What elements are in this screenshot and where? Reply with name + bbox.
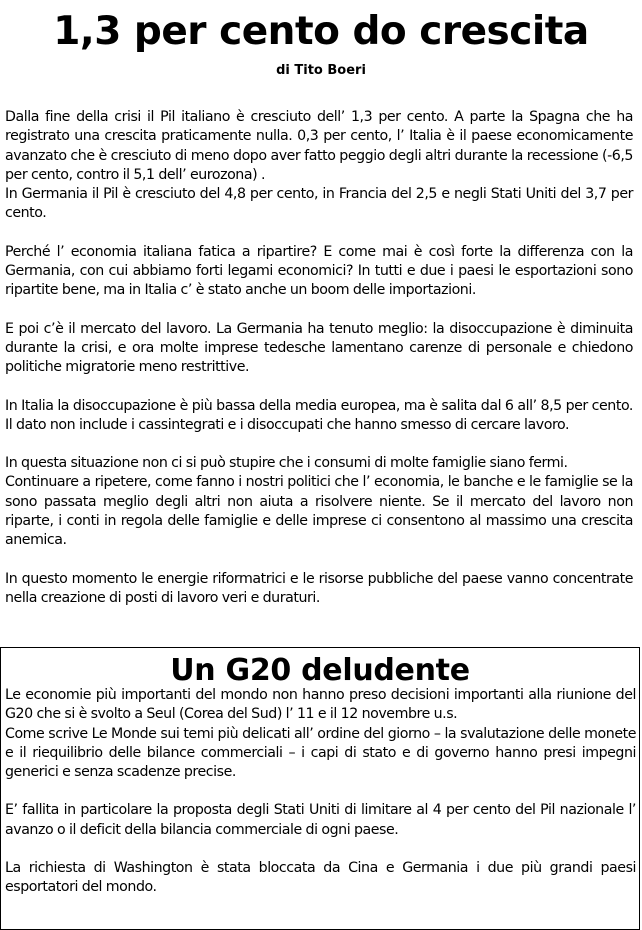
sidebar-body bbox=[5, 686, 636, 917]
sidebar-paragraph: E’ fallita in particolare la proposta degli Stati Uniti di limitare al 4 per cento del Pil nazionale l’ avanzo o il deficit della bilancia commerciale di ogni paese. bbox=[5, 802, 636, 838]
article-paragraph: E poi c’è il mercato del lavoro. La Germania ha tenuto meglio: la disoccupazione è diminuita durante la crisi, e ora molte imprese tedesche lamentano carenze di personale e chiedono politiche migratorie meno restrittive. bbox=[5, 320, 633, 376]
sidebar-paragraph: La richiesta di Washington è stata bloccata da Cina e Germania i due più grandi paesi esportatori del mondo. bbox=[5, 860, 636, 896]
article-title: 1,3 per cento do crescita bbox=[53, 9, 589, 54]
article-paragraph: Dalla fine della crisi il Pil italiano è cresciuto dell’ 1,3 per cento. A parte la Spagna che ha registrato una crescita praticamente nulla. 0,3 per cento, l’ Italia è il paese economicamente avanzato che è cresciuto di meno dopo aver fatto peggio degli altri durante la recessione (-6,5 per cento, contro il 5,1 dell’ eurozona) . In Germania il Pil è cresciuto del 4,8 per cento, in Francia del 2,5 e negli Stati Uniti del 3,7 per cento. bbox=[5, 109, 633, 222]
sidebar-box bbox=[0, 647, 640, 930]
article-paragraph: In questo momento le energie riformatrici e le risorse pubbliche del paese vanno concentrate nella creazione di posti di lavoro veri e duraturi. bbox=[5, 570, 633, 606]
author-byline: di Tito Boeri bbox=[276, 63, 366, 78]
article-paragraph: In questa situazione non ci si può stupire che i consumi di molte famiglie siano fermi. Continuare a ripetere, come fanno i nostri politici che l’ economia, le banche e le famiglie se la sono passata meglio degli altri non aiuta a risolvere niente. Se il mercato del lavoro non riparte, i conti in regola delle famiglie e delle imprese ci consentono al massimo una crescita anemica. bbox=[5, 455, 633, 549]
article-body bbox=[5, 108, 633, 627]
sidebar-paragraph: Le economie più importanti del mondo non hanno preso decisioni importanti alla riunione del G20 che si è svolto a Seul (Corea del Sud) l’ 11 e il 12 novembre u.s. Come scrive Le Monde sui temi più delicati all’ ordine del giorno – la svalutazione delle monete e il riequilibrio delle bilance commerciali – i capi di stato e di governo hanno presi impegni generici e senza scadenze precise. bbox=[5, 687, 636, 781]
sidebar-title: Un G20 deludente bbox=[170, 653, 470, 688]
article-paragraph: In Italia la disoccupazione è più bassa della media europea, ma è salita dal 6 all’ 8,5 per cento. Il dato non include i cassintegrati e i disoccupati che hanno smesso di cercare lavoro. bbox=[5, 397, 633, 433]
article-paragraph: Perché l’ economia italiana fatica a ripartire? E come mai è così forte la differenza con la Germania, con cui abbiamo forti legami economici? In tutti e due i paesi le esportazioni sono ripartite bene, ma in Italia c’ è stato anche un boom delle importazioni. bbox=[5, 243, 633, 299]
